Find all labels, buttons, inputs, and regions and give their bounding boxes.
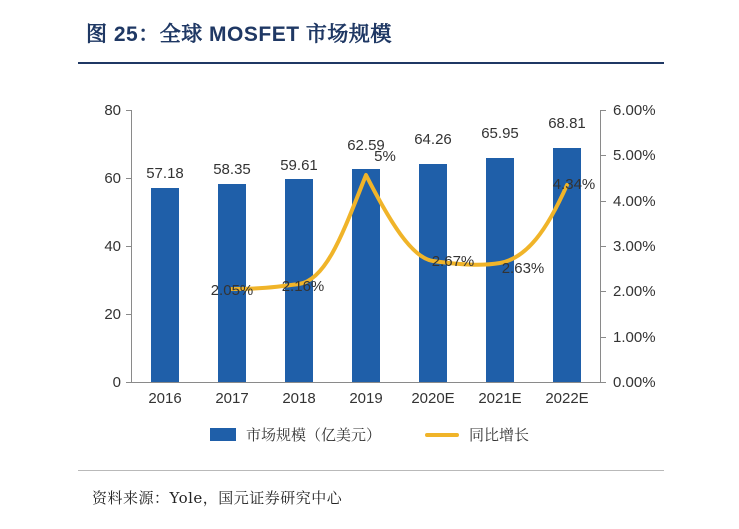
source-note: 资料来源：Yole，国元证券研究中心	[92, 489, 343, 507]
right-tick	[601, 155, 606, 156]
bar-value-label: 68.81	[548, 115, 586, 132]
right-axis-label: 1.00%	[613, 328, 656, 346]
x-axis-label-2018: 2018	[282, 390, 316, 407]
bar-value-label: 59.61	[280, 157, 318, 174]
left-axis-label: 60	[104, 170, 121, 187]
bar-value-label: 57.18	[146, 165, 184, 182]
left-tick	[126, 110, 131, 111]
bar-value-label: 65.95	[481, 125, 519, 142]
growth-label: 2.67%	[431, 253, 475, 270]
left-tick	[126, 382, 131, 383]
growth-label: 5%	[374, 148, 396, 165]
legend-line-swatch-icon	[425, 433, 459, 437]
left-tick	[126, 246, 131, 247]
bar-value-label: 64.26	[414, 131, 452, 148]
growth-label: 4.34%	[552, 176, 596, 193]
growth-label: 2.63%	[501, 260, 545, 277]
right-axis-label: 2.00%	[613, 283, 656, 301]
right-tick	[601, 246, 606, 247]
left-axis-label: 40	[104, 238, 121, 255]
bar-value-label: 58.35	[213, 161, 251, 178]
growth-label: 2.05%	[210, 282, 254, 299]
left-axis-label: 80	[104, 102, 121, 119]
right-axis-label: 5.00%	[613, 147, 656, 165]
legend-item-line	[425, 424, 529, 445]
x-axis-label-2020E: 2020E	[411, 390, 455, 407]
growth-label: 2.16%	[281, 278, 325, 295]
x-axis-label-2017: 2017	[215, 390, 249, 407]
chart-legend	[0, 424, 739, 445]
left-tick	[126, 178, 131, 179]
x-axis-label-2016: 2016	[148, 390, 182, 407]
legend-bar-swatch-icon	[210, 428, 236, 441]
title-divider	[78, 62, 664, 64]
right-axis-label: 6.00%	[613, 102, 656, 119]
right-tick	[601, 291, 606, 292]
x-axis-label-2021E: 2021E	[478, 390, 522, 407]
left-axis-label: 0	[112, 374, 121, 391]
right-tick	[601, 382, 606, 383]
right-axis-label: 3.00%	[613, 238, 656, 255]
source-divider	[78, 470, 664, 471]
right-tick	[601, 337, 606, 338]
right-tick	[601, 110, 606, 111]
legend-bar-label: 市场规模（亿美元）	[245, 427, 381, 444]
left-tick	[126, 314, 131, 315]
bar-value-label: 62.59	[347, 137, 385, 154]
legend-item-bar	[210, 424, 381, 445]
x-axis-label-2022E: 2022E	[545, 390, 589, 407]
legend-line-label: 同比增长	[469, 427, 530, 444]
right-axis-label: 4.00%	[613, 192, 656, 210]
right-axis-label: 0.00%	[613, 374, 656, 391]
left-axis-label: 20	[104, 306, 121, 323]
page-title: 图 25：全球 MOSFET 市场规模	[86, 23, 392, 46]
x-axis-label-2019: 2019	[349, 390, 383, 407]
plot-area	[104, 102, 656, 407]
x-axis	[131, 382, 601, 383]
right-tick	[601, 201, 606, 202]
